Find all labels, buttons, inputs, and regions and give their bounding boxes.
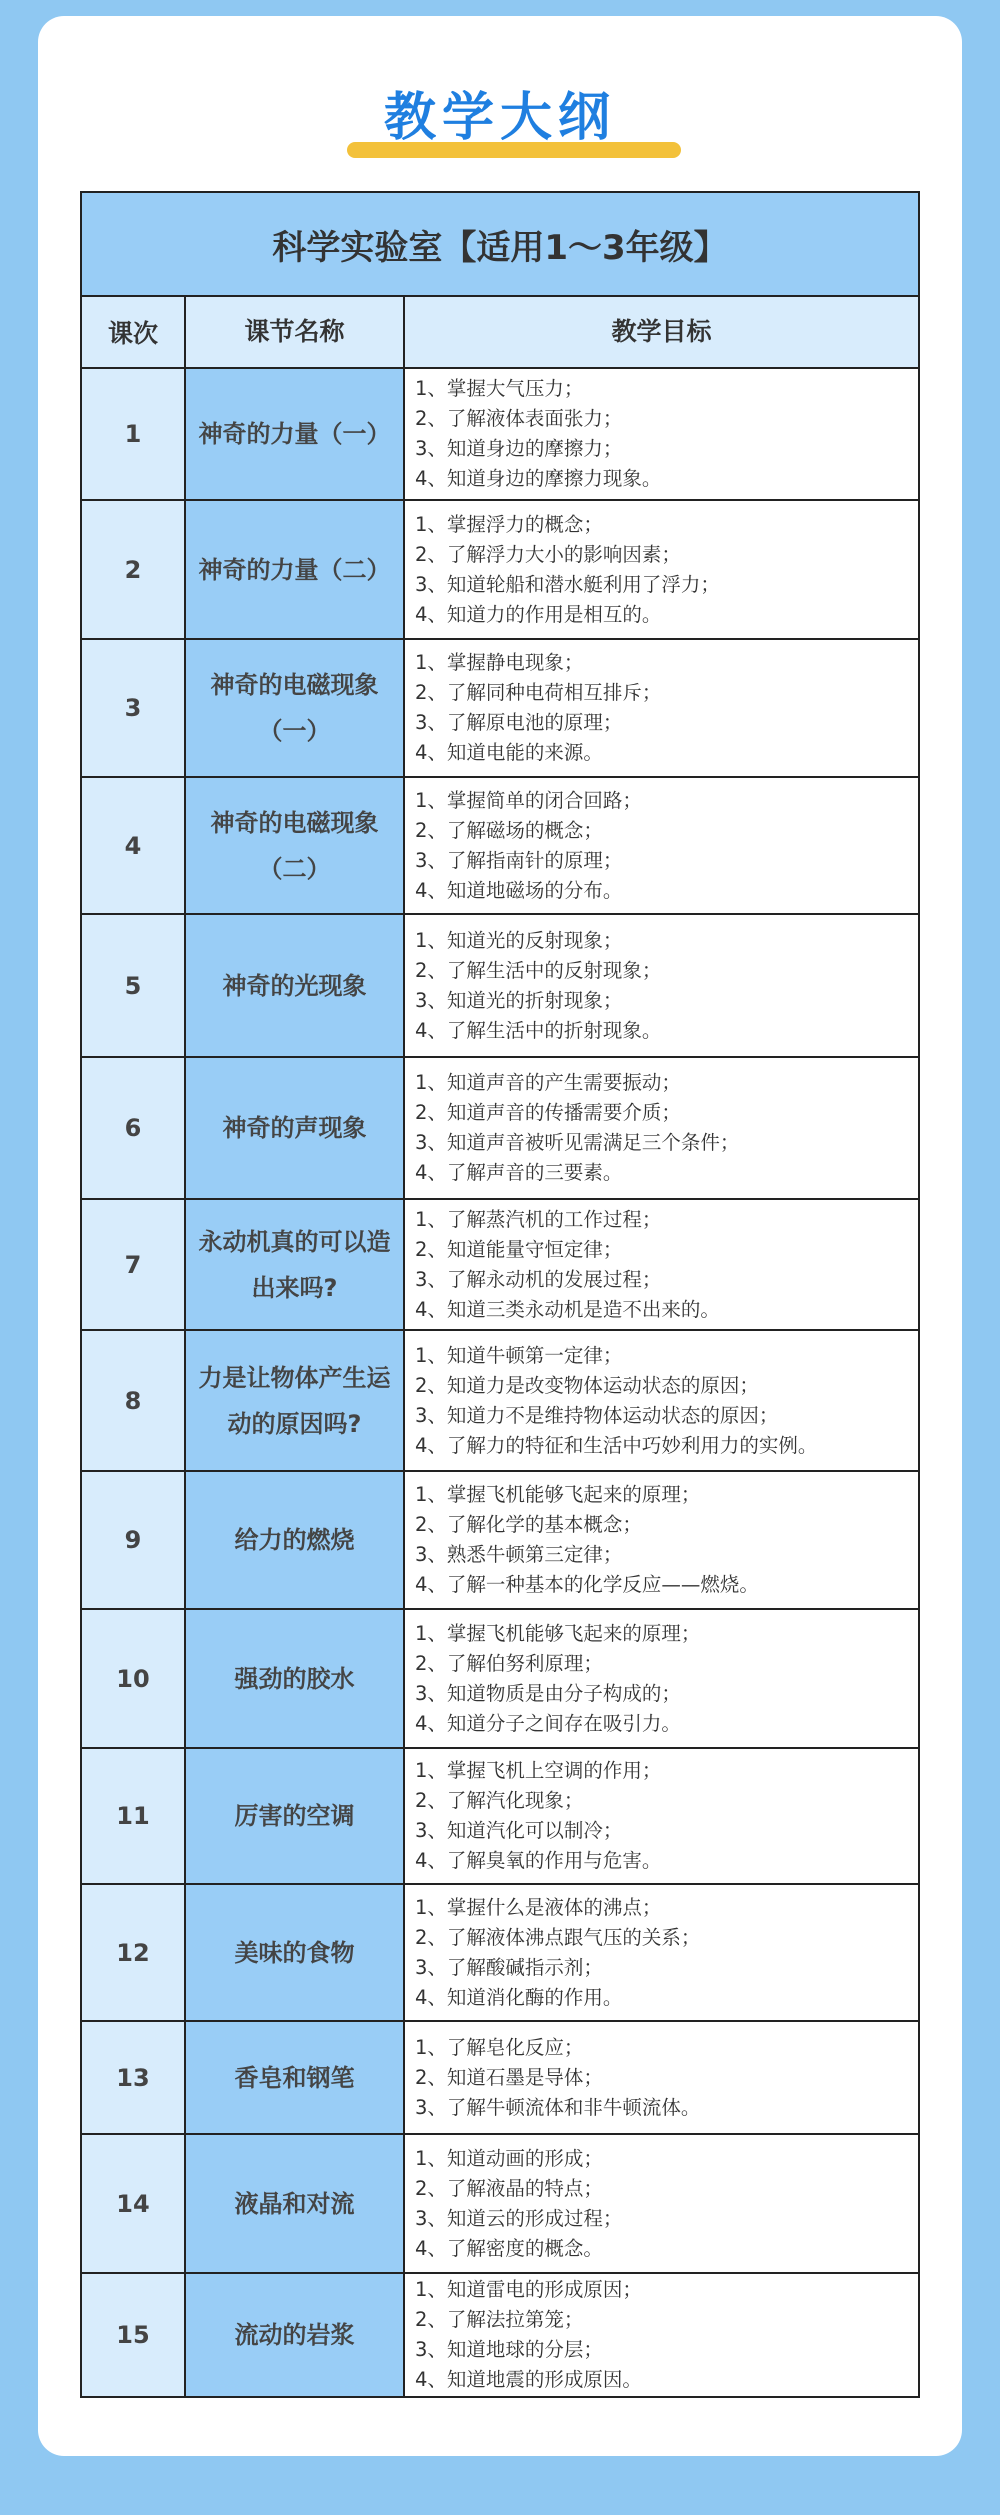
lesson-goals	[405, 369, 918, 499]
goal-item: 1、掌握飞机能够飞起来的原理；	[415, 1621, 701, 1645]
lesson-goals	[405, 2135, 918, 2272]
lesson-goals	[405, 1885, 918, 2020]
table-row	[82, 2274, 918, 2396]
table-row	[82, 369, 918, 501]
syllabus-table	[80, 191, 920, 2398]
lesson-name: 神奇的力量（二）	[186, 501, 405, 638]
goal-item: 3、知道地球的分层；	[415, 2338, 603, 2361]
table-body	[82, 369, 918, 2396]
goal-item: 3、知道身边的摩擦力；	[415, 437, 623, 460]
table-header-row	[82, 297, 918, 369]
lesson-name: 强劲的胶水	[186, 1610, 405, 1747]
lesson-number: 13	[82, 2022, 186, 2133]
goal-item: 3、知道汽化可以制冷；	[415, 1819, 623, 1842]
goal-item: 4、知道力的作用是相互的。	[415, 602, 662, 626]
goal-item: 2、了解化学的基本概念；	[415, 1513, 642, 1536]
lesson-name: 液晶和对流	[186, 2135, 405, 2272]
table-row	[82, 2135, 918, 2274]
lesson-number: 4	[82, 778, 186, 913]
goal-item: 3、熟悉牛顿第三定律；	[415, 1543, 623, 1566]
goal-item: 3、了解酸碱指示剂；	[415, 1955, 603, 1979]
lesson-number: 14	[82, 2135, 186, 2272]
title-area	[38, 78, 962, 168]
lesson-number: 5	[82, 915, 186, 1056]
lesson-goals	[405, 915, 918, 1056]
goal-item: 4、知道三类永动机是造不出来的。	[415, 1297, 720, 1321]
header-lesson-number: 课次	[82, 297, 186, 367]
goal-item: 4、知道身边的摩擦力现象。	[415, 467, 662, 490]
goal-item: 2、了解液晶的特点；	[415, 2176, 603, 2200]
lesson-number: 10	[82, 1610, 186, 1747]
goal-item: 4、知道地磁场的分布。	[415, 878, 623, 902]
goal-item: 2、了解法拉第笼；	[415, 2308, 584, 2331]
goal-item: 3、了解牛顿流体和非牛顿流体。	[415, 2095, 701, 2119]
table-row	[82, 1749, 918, 1885]
goal-item: 1、掌握简单的闭合回路；	[415, 788, 642, 812]
lesson-goals	[405, 1331, 918, 1470]
goal-item: 2、了解同种电荷相互排斥；	[415, 681, 662, 704]
goal-item: 2、了解汽化现象；	[415, 1789, 584, 1812]
table-row	[82, 1885, 918, 2022]
table-row	[82, 1331, 918, 1472]
goal-item: 3、知道物质是由分子构成的；	[415, 1681, 681, 1705]
table-row	[82, 778, 918, 915]
goal-item: 4、知道消化酶的作用。	[415, 1985, 623, 2009]
content-card	[38, 16, 962, 2456]
lesson-name: 流动的岩浆	[186, 2274, 405, 2396]
lesson-goals	[405, 1749, 918, 1883]
lesson-name: 神奇的电磁现象（一）	[186, 640, 405, 776]
goal-item: 3、知道云的形成过程；	[415, 2206, 623, 2230]
lesson-number: 1	[82, 369, 186, 499]
goal-item: 1、掌握大气压力；	[415, 377, 584, 400]
goal-item: 4、了解一种基本的化学反应——燃烧。	[415, 1573, 759, 1596]
goal-item: 4、了解密度的概念。	[415, 2236, 603, 2260]
goal-item: 4、了解臭氧的作用与危害。	[415, 1849, 662, 1872]
lesson-name: 神奇的电磁现象（二）	[186, 778, 405, 913]
lesson-name: 神奇的声现象	[186, 1058, 405, 1198]
goal-item: 1、知道声音的产生需要振动；	[415, 1071, 681, 1094]
lesson-number: 3	[82, 640, 186, 776]
goal-item: 2、了解生活中的反射现象；	[415, 958, 662, 982]
lesson-number: 6	[82, 1058, 186, 1198]
goal-item: 2、了解伯努利原理；	[415, 1651, 603, 1675]
table-row	[82, 501, 918, 640]
goal-item: 1、了解蒸汽机的工作过程；	[415, 1207, 662, 1231]
goal-item: 3、了解永动机的发展过程；	[415, 1267, 662, 1291]
lesson-number: 15	[82, 2274, 186, 2396]
goal-item: 2、了解磁场的概念；	[415, 818, 603, 842]
lesson-name: 永动机真的可以造出来吗?	[186, 1200, 405, 1329]
lesson-goals	[405, 501, 918, 638]
goal-item: 2、知道能量守恒定律；	[415, 1237, 623, 1261]
goal-item: 1、掌握静电现象；	[415, 651, 584, 674]
header-lesson-name: 课节名称	[186, 297, 405, 367]
lesson-number: 2	[82, 501, 186, 638]
goal-item: 4、了解生活中的折射现象。	[415, 1018, 662, 1042]
lesson-goals	[405, 2274, 918, 2396]
lesson-number: 11	[82, 1749, 186, 1883]
lesson-name: 美味的食物	[186, 1885, 405, 2020]
goal-item: 3、知道光的折射现象；	[415, 988, 623, 1012]
goal-item: 1、掌握飞机能够飞起来的原理；	[415, 1483, 701, 1506]
lesson-name: 神奇的光现象	[186, 915, 405, 1056]
lesson-name: 香皂和钢笔	[186, 2022, 405, 2133]
goal-item: 1、知道雷电的形成原因；	[415, 2278, 642, 2301]
lesson-number: 9	[82, 1472, 186, 1608]
table-row	[82, 1472, 918, 1610]
goal-item: 1、掌握浮力的概念；	[415, 512, 603, 536]
goal-item: 2、知道石墨是导体；	[415, 2065, 603, 2089]
goal-item: 2、知道声音的传播需要介质；	[415, 1101, 681, 1124]
lesson-goals	[405, 1610, 918, 1747]
goal-item: 4、了解力的特征和生活中巧妙利用力的实例。	[415, 1433, 818, 1457]
table-row	[82, 1200, 918, 1331]
goal-item: 2、了解浮力大小的影响因素；	[415, 542, 681, 566]
goal-item: 1、知道光的反射现象；	[415, 928, 623, 952]
lesson-name: 给力的燃烧	[186, 1472, 405, 1608]
lesson-goals	[405, 778, 918, 913]
goal-item: 3、了解指南针的原理；	[415, 848, 623, 872]
goal-item: 1、知道牛顿第一定律；	[415, 1343, 623, 1367]
table-row	[82, 2022, 918, 2135]
goal-item: 4、知道分子之间存在吸引力。	[415, 1711, 681, 1735]
page-title: 教学大纲	[383, 88, 616, 148]
goal-item: 4、知道电能的来源。	[415, 741, 603, 764]
goal-item: 2、了解液体沸点跟气压的关系；	[415, 1925, 701, 1949]
goal-item: 1、掌握什么是液体的沸点；	[415, 1895, 662, 1919]
lesson-name: 厉害的空调	[186, 1749, 405, 1883]
goal-item: 4、了解声音的三要素。	[415, 1161, 623, 1184]
lesson-goals	[405, 1058, 918, 1198]
lesson-goals	[405, 640, 918, 776]
table-row	[82, 1058, 918, 1200]
lesson-goals	[405, 2022, 918, 2133]
lesson-number: 7	[82, 1200, 186, 1329]
goal-item: 1、掌握飞机上空调的作用；	[415, 1759, 662, 1782]
lesson-number: 8	[82, 1331, 186, 1470]
lesson-goals	[405, 1200, 918, 1329]
goal-item: 3、了解原电池的原理；	[415, 711, 623, 734]
goal-item: 3、知道声音被听见需满足三个条件；	[415, 1131, 740, 1154]
header-teaching-goals: 教学目标	[405, 297, 918, 367]
goal-item: 3、知道轮船和潜水艇利用了浮力；	[415, 572, 720, 596]
goal-item: 4、知道地震的形成原因。	[415, 2368, 642, 2391]
table-row	[82, 640, 918, 778]
goal-item: 2、了解液体表面张力；	[415, 407, 623, 430]
table-row	[82, 915, 918, 1058]
table-row	[82, 1610, 918, 1749]
lesson-name: 神奇的力量（一）	[186, 369, 405, 499]
table-caption: 科学实验室【适用1～3年级】	[82, 193, 918, 297]
goal-item: 1、了解皂化反应；	[415, 2035, 584, 2059]
goal-item: 1、知道动画的形成；	[415, 2146, 603, 2170]
goal-item: 3、知道力不是维持物体运动状态的原因；	[415, 1403, 779, 1427]
goal-item: 2、知道力是改变物体运动状态的原因；	[415, 1373, 759, 1397]
lesson-goals	[405, 1472, 918, 1608]
lesson-name: 力是让物体产生运动的原因吗?	[186, 1331, 405, 1470]
lesson-number: 12	[82, 1885, 186, 2020]
